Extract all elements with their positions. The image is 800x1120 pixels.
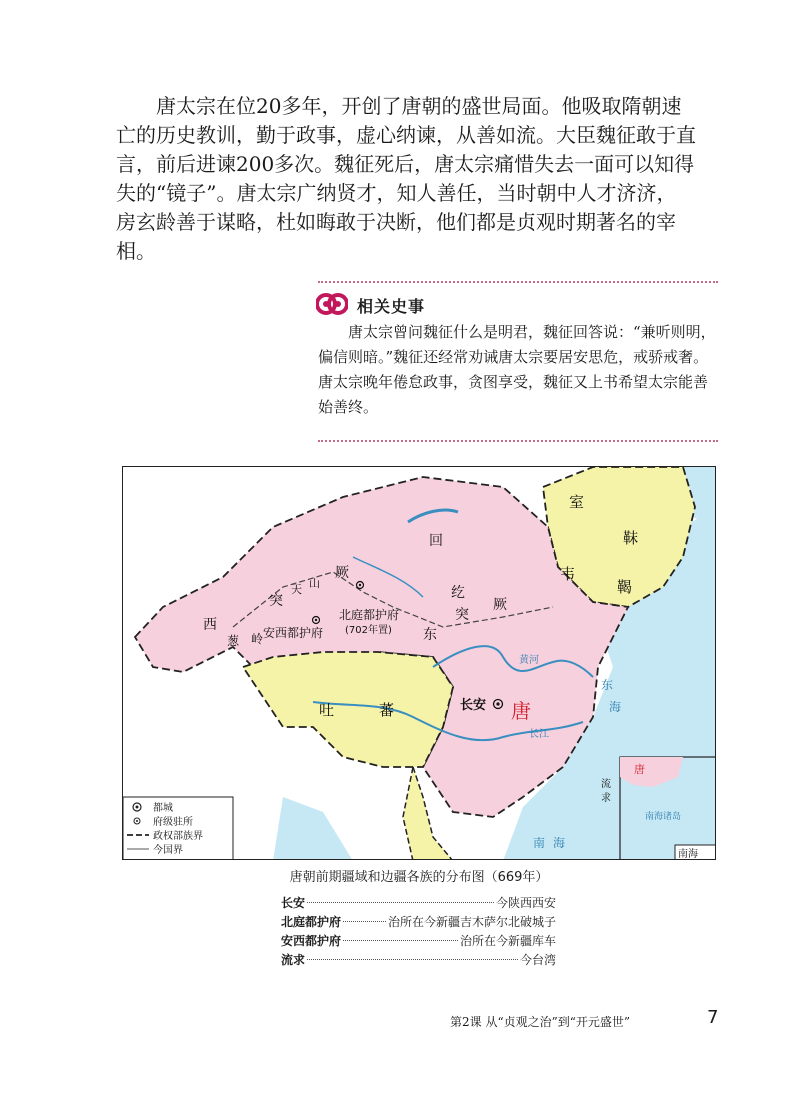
swirl-icon [316,290,348,318]
label-tang: 唐 [511,699,531,723]
label-tujue-west-3: 厥 [335,565,349,581]
label-huihe-2: 纥 [451,585,465,601]
note-desc: 治所在今新疆吉木萨尔北破城子 [387,915,556,929]
label-donghai-2: 海 [609,700,622,714]
note-term: 流求 [281,953,306,967]
label-tubo-1: 吐 [319,701,335,719]
label-huihe-1: 回 [429,533,443,549]
label-nanhai-2: 海 [553,836,566,850]
label-tujue-east-1: 东 [423,627,437,643]
label-inset-islands: 南海诸岛 [645,812,682,822]
legend-capital: 都城 [153,803,173,814]
historical-map [122,466,716,860]
label-changan: 长安 [460,698,487,713]
note-desc: 治所在今新疆库车 [459,934,556,948]
legend-border: 政权部族界 [153,831,203,842]
page-number: 7 [707,1007,719,1028]
note-row [281,913,556,932]
label-beiting-year: (702年置) [345,625,392,636]
label-anxi: 安西都护府 [263,626,324,640]
page-footer-lesson: 第2课 从“贞观之治”到“开元盛世” [450,1015,630,1029]
label-huanghe: 黄河 [519,655,539,666]
label-beiting: 北庭都护府 [339,608,400,622]
label-tujue-east-2: 突 [455,607,469,623]
label-liuqiu-2: 求 [601,793,611,804]
note-leader [307,902,494,903]
map-notes [281,894,556,970]
label-mohe-1: 靺 [623,529,639,547]
label-nanhai-1: 南 [533,836,546,850]
inset-tang-label: 唐 [634,763,645,776]
label-mohe-2: 鞨 [617,578,633,596]
legend-garrison: 府级驻所 [153,817,193,828]
label-tianshan-1: 天 [291,583,302,596]
note-row [281,932,556,951]
box-body [318,320,716,420]
map-legend [123,797,233,860]
main-paragraph: 唐太宗在位20多年，开创了唐朝的盛世局面。他吸取隋朝速亡的历史教训，勤于政事，虚心纳谏，从善如流。大臣魏征敢于直言，前后进谏200多次。魏征死后，唐太宗痛惜失去一面可以知得失的“镜子”。唐太宗广纳贤才，知人善任，当时朝中人才济济，房玄龄善于谋略，杜如晦敢于决断，他们都是贞观时期著名的宰相。 [116,94,696,263]
label-changjiang: 长江 [529,729,549,740]
label-congling-1: 葱 [227,634,240,648]
note-row [281,951,556,970]
note-row [281,894,556,913]
label-shiwei-2: 韦 [560,565,576,583]
note-leader [343,921,386,922]
inset-map [620,757,716,860]
label-liuqiu-1: 流 [601,779,611,790]
box-paragraph: 唐太宗曾问魏征什么是明君，魏征回答说：“兼听则明，偏信则暗。”魏征还经常劝诫唐太宗要居安思危，戒骄戒奢。唐太宗晚年倦怠政事，贪图享受，魏征又上书希望太宗能善始善终。 [318,323,716,416]
note-term: 长安 [281,896,306,910]
label-tianshan-2: 山 [309,577,320,590]
map-caption: 唐朝前期疆域和边疆各族的分布图（669年） [289,870,549,885]
main-text [116,92,696,266]
label-tujue-west-2: 突 [269,593,283,609]
note-desc: 今台湾 [519,953,556,967]
note-desc: 今陕西西安 [495,896,556,910]
box-top-divider [318,281,718,283]
label-tujue-east-3: 厥 [493,597,507,613]
label-congling-2: 岭 [251,632,264,646]
box-bottom-divider [318,440,718,442]
note-term: 北庭都护府 [281,915,342,929]
note-term: 安西都护府 [281,934,342,948]
label-donghai-1: 东 [601,678,614,692]
label-tujue-west-1: 西 [203,617,217,633]
box-title: 相关史事 [357,297,426,316]
legend-modern-border: 今国界 [153,845,183,856]
label-tubo-2: 蕃 [379,701,395,719]
label-shiwei-1: 室 [569,493,585,511]
note-leader [343,940,458,941]
inset-nanhai-label: 南海 [678,849,698,860]
note-leader [307,959,518,960]
